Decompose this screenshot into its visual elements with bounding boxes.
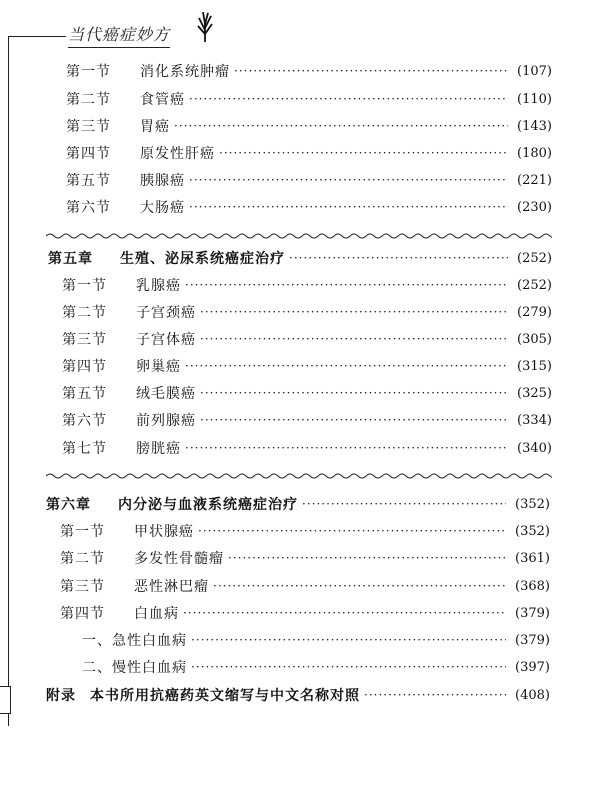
section-number: 第七节	[62, 441, 107, 457]
section-title: 前列腺癌	[136, 413, 196, 429]
page-number: (340)	[517, 440, 552, 456]
toc-entry[interactable]	[62, 273, 552, 297]
section-number: 第一节	[66, 64, 111, 80]
margin-rule	[8, 36, 9, 726]
subsection-title: 二、慢性白血病	[82, 660, 187, 676]
page-number: (143)	[517, 118, 552, 134]
leader-dots	[228, 551, 506, 565]
toc-subentry[interactable]	[82, 628, 550, 652]
toc-entry[interactable]	[62, 436, 552, 460]
page-number: (408)	[515, 687, 550, 703]
page-number: (180)	[517, 145, 552, 161]
toc-entry[interactable]	[66, 87, 552, 111]
toc-chapter-entry[interactable]	[46, 492, 550, 516]
toc-entry[interactable]	[62, 408, 552, 432]
section-title: 卵巢癌	[136, 359, 181, 375]
section-title: 甲状腺癌	[134, 524, 194, 540]
section-number: 第五节	[66, 173, 111, 189]
leader-dots	[200, 305, 508, 319]
page-number: (107)	[517, 63, 552, 79]
page-number: (110)	[517, 91, 552, 107]
toc-entry[interactable]	[66, 168, 552, 192]
leader-dots	[364, 688, 506, 702]
section-number: 第三节	[62, 332, 107, 348]
section-number: 第四节	[66, 146, 111, 162]
section-number: 第二节	[60, 551, 105, 567]
leader-dots	[234, 64, 508, 78]
leader-dots	[189, 200, 508, 214]
toc-entry[interactable]	[62, 300, 552, 324]
toc-appendix-entry[interactable]	[46, 683, 550, 707]
page-number: (352)	[515, 496, 550, 512]
section-number: 第三节	[66, 119, 111, 135]
leader-dots	[219, 146, 508, 160]
page-number: (279)	[517, 304, 552, 320]
page-number: (397)	[515, 659, 550, 675]
subsection-title: 一、急性白血病	[82, 633, 187, 649]
toc-entry[interactable]	[60, 601, 550, 625]
appendix-title: 本书所用抗癌药英文缩写与中文名称对照	[90, 688, 360, 704]
chapter-divider	[46, 232, 552, 240]
toc-entry[interactable]	[62, 381, 552, 405]
leader-dots	[174, 119, 508, 133]
page-number: (368)	[515, 578, 550, 594]
leader-dots	[185, 359, 508, 373]
leader-dots	[185, 441, 508, 455]
section-number: 第三节	[60, 579, 105, 595]
page-number: (352)	[515, 523, 550, 539]
page-number: (252)	[517, 277, 552, 293]
section-number: 第一节	[60, 524, 105, 540]
section-title: 大肠癌	[140, 200, 185, 216]
section-number: 第四节	[60, 606, 105, 622]
toc-entry[interactable]	[66, 114, 552, 138]
leader-dots	[183, 606, 506, 620]
leader-dots	[302, 497, 506, 511]
section-title: 膀胱癌	[136, 441, 181, 457]
page-edge-marker	[0, 686, 11, 714]
leader-dots	[200, 413, 508, 427]
page-number: (315)	[517, 358, 552, 374]
page-number: (230)	[517, 199, 552, 215]
header-rule	[8, 36, 66, 37]
section-title: 恶性淋巴瘤	[134, 579, 209, 595]
section-number: 第二节	[66, 92, 111, 108]
section-number: 第二节	[62, 305, 107, 321]
page-number: (334)	[517, 412, 552, 428]
chapter-title: 内分泌与血液系统癌症治疗	[118, 497, 298, 513]
toc-entry[interactable]	[60, 519, 550, 543]
leader-dots	[191, 660, 506, 674]
running-title: 当代癌症妙方	[68, 22, 170, 45]
toc-entry[interactable]	[60, 546, 550, 570]
leader-dots	[191, 633, 506, 647]
page-number: (361)	[515, 550, 550, 566]
toc-chapter-entry[interactable]	[48, 246, 552, 270]
section-title: 原发性肝癌	[140, 146, 215, 162]
leader-dots	[289, 251, 508, 265]
toc-entry[interactable]	[60, 574, 550, 598]
section-number: 第六节	[62, 413, 107, 429]
leader-dots	[198, 524, 506, 538]
section-title: 乳腺癌	[136, 278, 181, 294]
toc-entry[interactable]	[66, 59, 552, 83]
toc-entry[interactable]	[62, 327, 552, 351]
leader-dots	[213, 579, 506, 593]
section-title: 胰腺癌	[140, 173, 185, 189]
section-number: 第四节	[62, 359, 107, 375]
chapter-number: 第五章	[48, 251, 93, 267]
chapter-divider	[46, 472, 552, 480]
grass-ornament-icon	[196, 12, 214, 42]
section-number: 第六节	[66, 200, 111, 216]
section-title: 多发性骨髓瘤	[134, 551, 224, 567]
section-title: 绒毛膜癌	[136, 386, 196, 402]
chapter-number: 第六章	[46, 497, 91, 513]
leader-dots	[189, 92, 508, 106]
chapter-title: 生殖、泌尿系统癌症治疗	[120, 251, 285, 267]
page-number: (252)	[517, 250, 552, 266]
toc-entry[interactable]	[66, 141, 552, 165]
leader-dots	[200, 332, 508, 346]
section-title: 子宫体癌	[136, 332, 196, 348]
appendix-label: 附录	[46, 688, 76, 704]
toc-entry[interactable]	[66, 195, 552, 219]
page-number: (221)	[517, 172, 552, 188]
section-title: 消化系统肿瘤	[140, 64, 230, 80]
section-title: 白血病	[134, 606, 179, 622]
running-header	[0, 10, 600, 50]
leader-dots	[185, 278, 508, 292]
page-number: (379)	[515, 605, 550, 621]
section-title: 子宫颈癌	[136, 305, 196, 321]
section-number: 第一节	[62, 278, 107, 294]
toc-subentry[interactable]	[82, 655, 550, 679]
page-number: (379)	[515, 632, 550, 648]
leader-dots	[189, 173, 508, 187]
section-title: 食管癌	[140, 92, 185, 108]
leader-dots	[200, 386, 508, 400]
section-number: 第五节	[62, 386, 107, 402]
toc-entry[interactable]	[62, 354, 552, 378]
section-title: 胃癌	[140, 119, 170, 135]
page-number: (305)	[517, 331, 552, 347]
page-number: (325)	[517, 385, 552, 401]
